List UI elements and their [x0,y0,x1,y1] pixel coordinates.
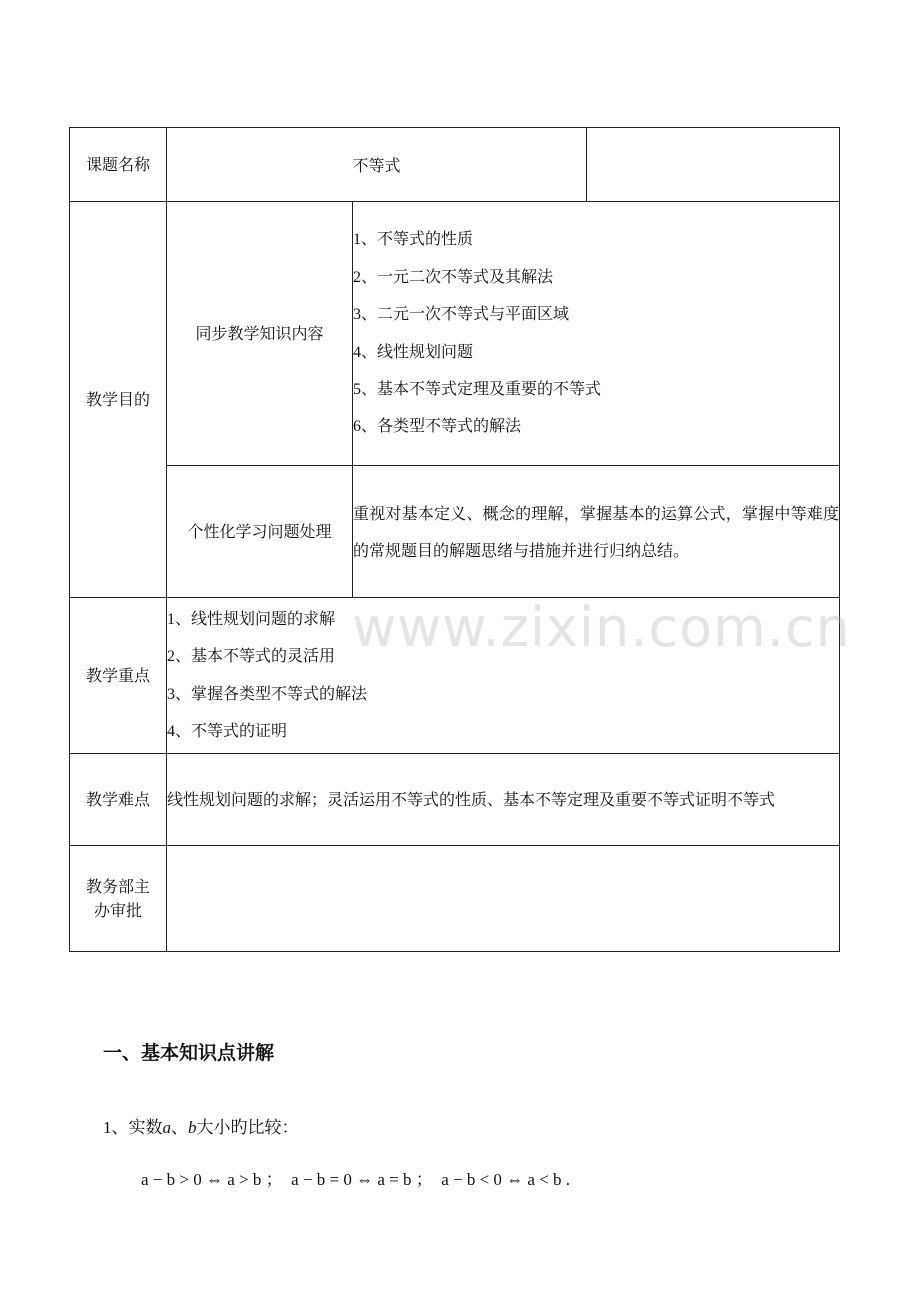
list-item: 4、不等式的证明 [167,720,288,740]
key-list [167,598,840,754]
key-label: 教学重点 [70,598,167,754]
title-value: 不等式 [167,128,587,202]
list-item: 3、二元一次不等式与平面区域 [353,304,570,324]
row-difficulty [70,754,840,846]
row-sync [70,202,840,466]
list-item: 2、一元二次不等式及其解法 [353,266,554,286]
row-approval [70,846,840,952]
list-item: 1、不等式的性质 [353,229,474,249]
approval-label: 教务部主办审批 [70,846,167,952]
list-item: 5、基本不等式定理及重要的不等式 [353,378,602,398]
personal-text: 重视对基本定义、概念的理解，掌握基本的运算公式，掌握中等难度的常规题目的解题思绪与措施并进行归纳总结。 [353,466,840,598]
item-1-heading: 1、实数a、b大小旳比较： [103,1118,299,1137]
list-item: 3、掌握各类型不等式的解法 [167,683,368,703]
title-label: 课题名称 [70,128,167,202]
watermark: www.zixin.com.cn [352,596,851,659]
lesson-plan-table [69,127,840,952]
title-blank-cell [587,128,840,202]
approval-value [167,846,840,952]
list-item: 4、线性规划问题 [353,341,474,361]
difficulty-text: 线性规划问题的求解；灵活运用不等式的性质、基本不等定理及重要不等式证明不等式 [167,754,840,846]
row-personal [70,466,840,598]
section-title: 一、基本知识点讲解 [103,1042,275,1064]
list-item: 2、基本不等式的灵活用 [167,646,336,666]
comparison-formula: a − b > 0 ⇔ a > b ； a − b = 0 ⇔ a = b ； a − b < 0 ⇔ a < b . [141,1170,571,1189]
list-item: 6、各类型不等式的解法 [353,416,522,436]
personal-label: 个性化学习问题处理 [167,466,353,598]
sync-list [353,202,840,466]
objective-label: 教学目的 [70,202,167,598]
list-item: 1、线性规划问题的求解 [167,608,336,628]
difficulty-label: 教学难点 [70,754,167,846]
sync-label: 同步教学知识内容 [167,202,353,466]
row-key [70,598,840,754]
row-title [70,128,840,202]
